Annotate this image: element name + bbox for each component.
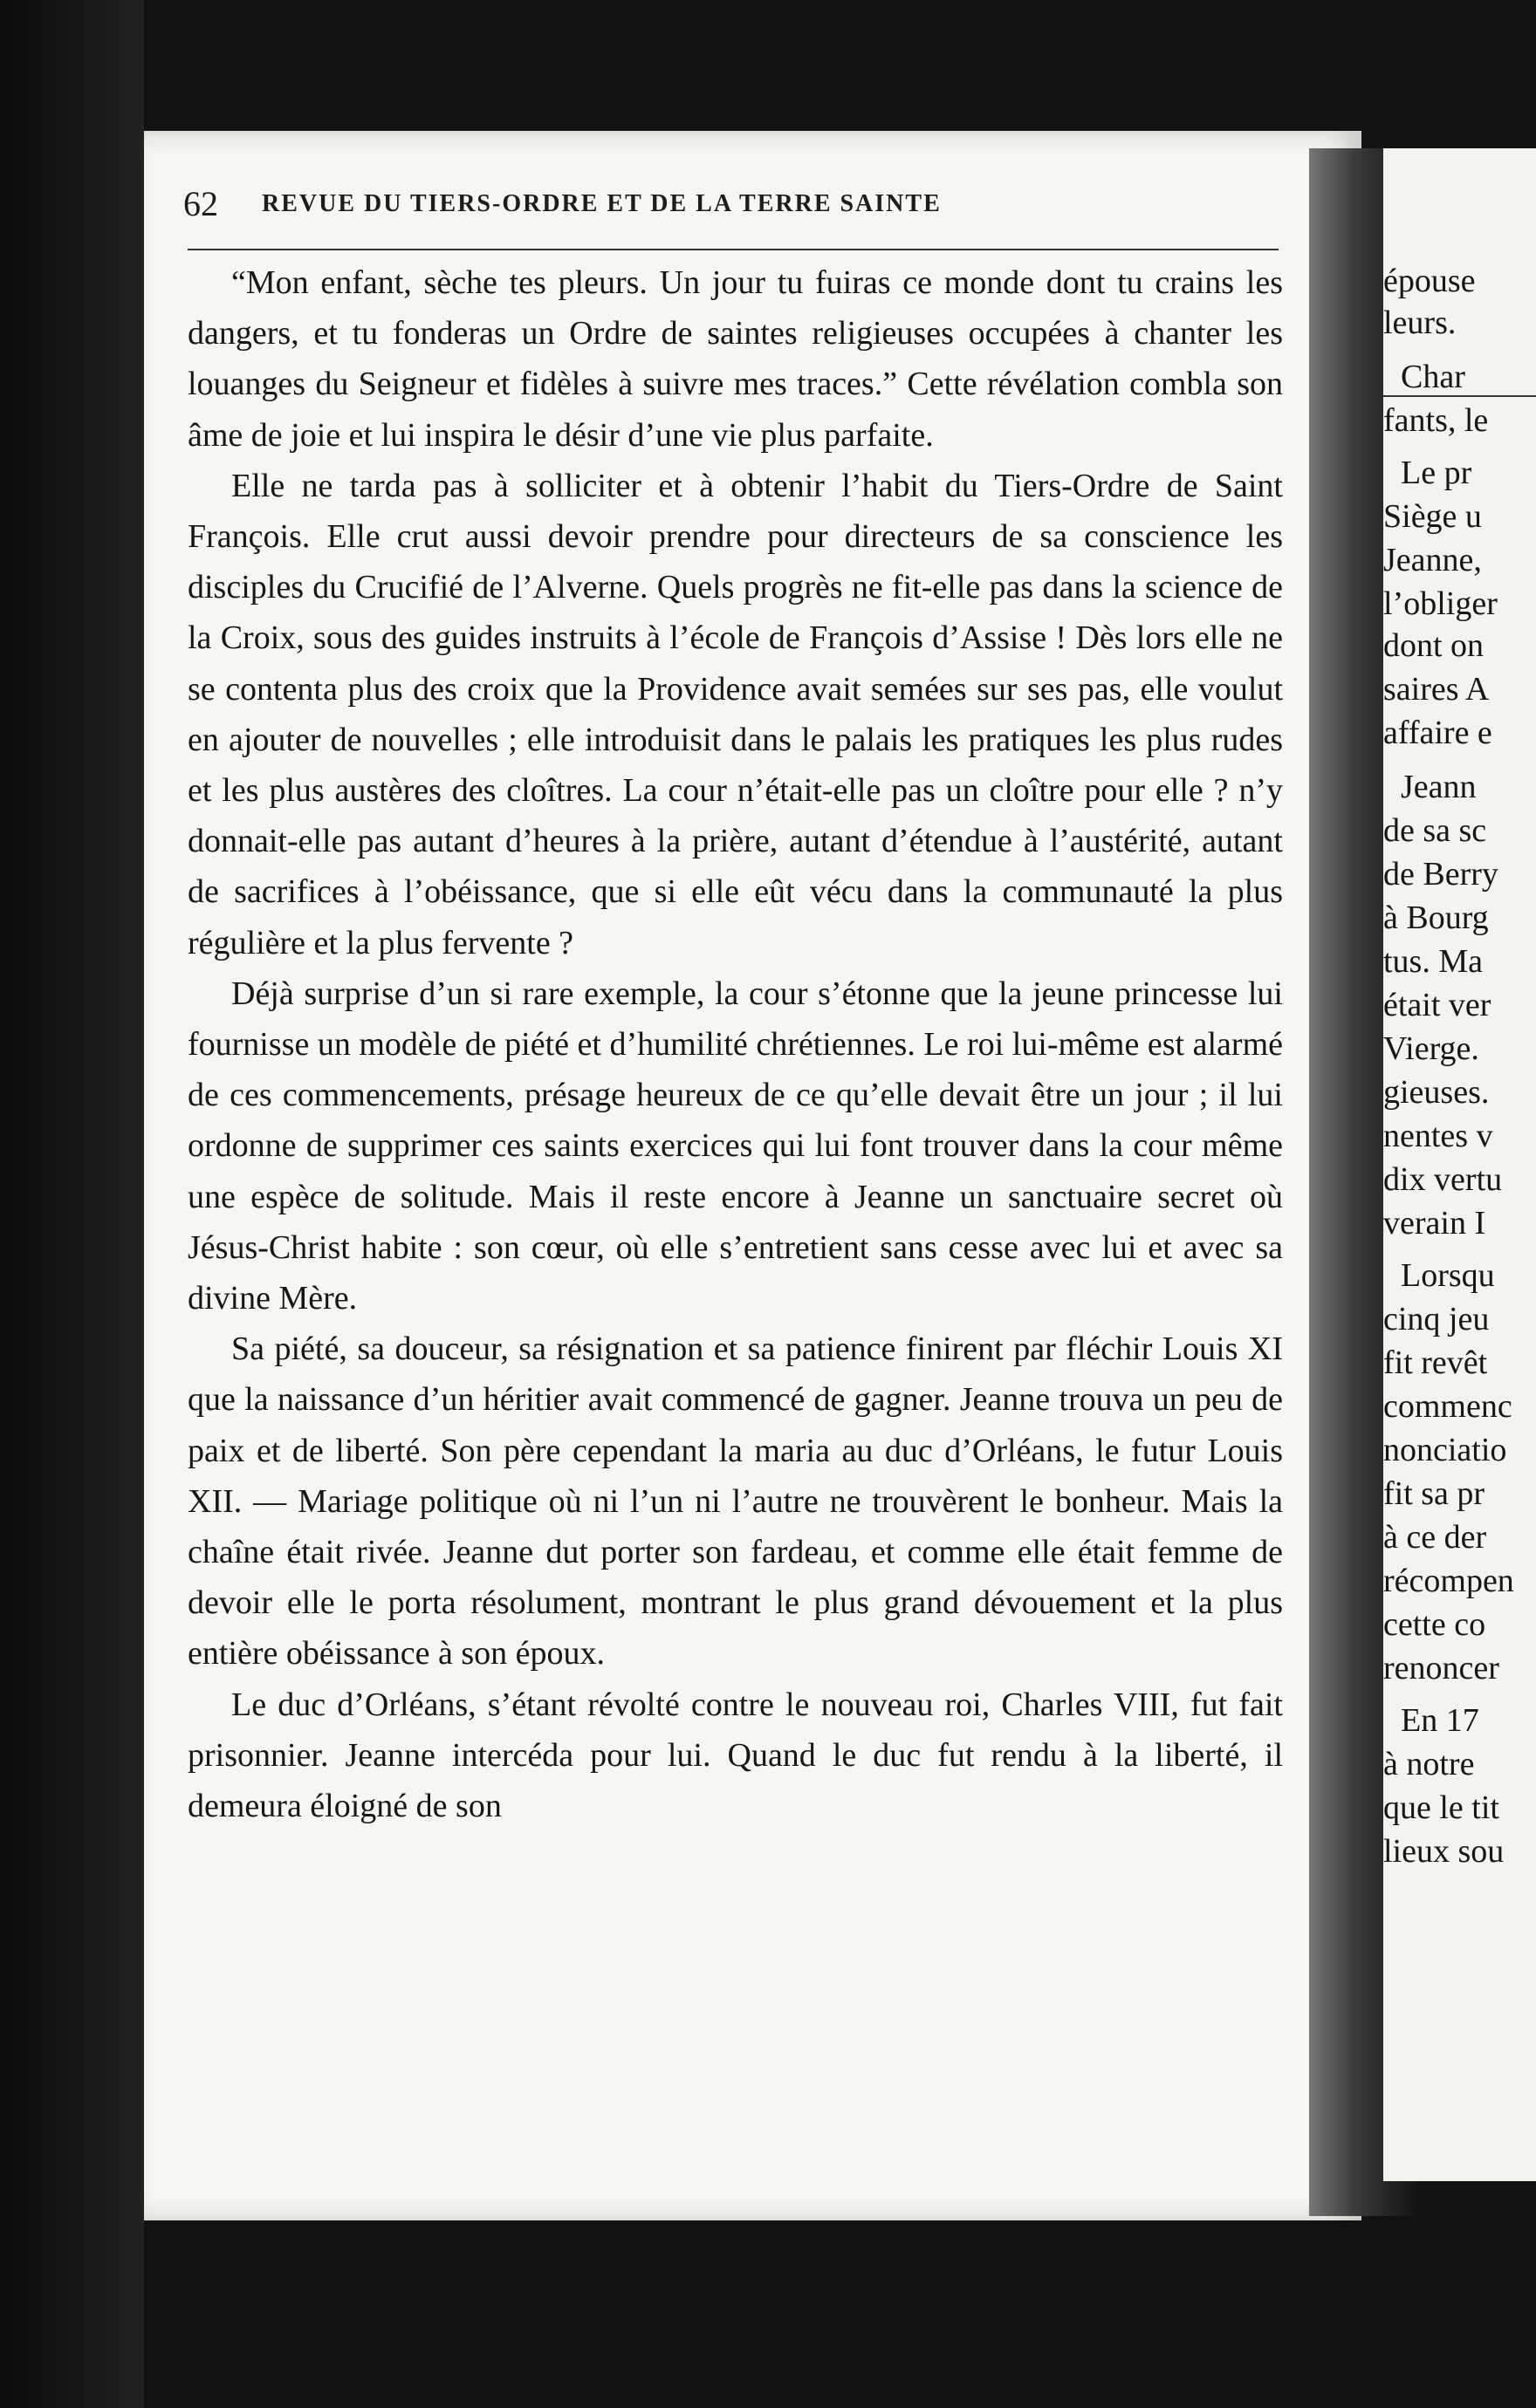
book-page-right (1383, 148, 1536, 2181)
paragraph: Déjà surprise d’un si rare exemple, la cour s’étonne que la jeune princesse lui fournisse un modèle de piété et d’humilité chrétiennes. Le roi lui-même est alarmé de ces commencements, présage heureux de ce qu’elle devait être un jour ; il lui ordonne de supprimer ces saints exercices qui lui font trouver dans la cour même une espèce de solitude. Mais il reste encore à Jeanne un sanctuaire secret où Jésus-Christ habite : son cœur, où elle s’entretient sans cesse avec lui et avec sa divine Mère. (188, 975, 1283, 1317)
facing-page-line: de sa sc (1383, 812, 1487, 849)
facing-page-line: leurs. (1383, 304, 1457, 341)
facing-page-line: verain I (1383, 1205, 1486, 1242)
facing-page-line: fants, le (1383, 402, 1489, 439)
facing-page-line: à notre (1383, 1746, 1475, 1782)
facing-page-line: que le tit (1383, 1789, 1499, 1826)
facing-page-line: nonciatio (1383, 1432, 1507, 1468)
facing-page-line: gieuses. (1383, 1074, 1490, 1111)
paragraph: Sa piété, sa douceur, sa résignation et sa patience finirent par fléchir Louis XI que la naissance d’un héritier avait commencé de gagner. Jeanne trouva un peu de paix et de liberté. Son père cependant la maria au duc d’Orléans, le futur Louis XII. — Mariage politique où ni l’un ni l’autre ne trouvèrent le bonheur. Mais la chaîne était rivée. Jeanne dut porter son fardeau, et comme elle était femme de devoir elle le porta résolument, montrant le plus grand dévouement et la plus entière obéissance à son époux. (188, 1331, 1283, 1673)
page-header (183, 183, 1187, 236)
paragraph: Le duc d’Orléans, s’étant révolté contre le nouveau roi, Charles VIII, fut fait prisonnier. Jeanne intercéda pour lui. Quand le duc fut rendu à la liberté, il demeura éloigné de son (188, 1686, 1283, 1825)
facing-page-line: Jeann (1401, 769, 1477, 805)
facing-page-line: Le pr (1401, 455, 1472, 491)
page-number: 62 (183, 184, 218, 223)
facing-page-line: saires A (1383, 671, 1490, 708)
facing-page-line: épouse (1383, 263, 1476, 299)
facing-page-line: nentes v (1383, 1118, 1493, 1154)
facing-page-line: à ce der (1383, 1519, 1487, 1556)
facing-page-line: Siège u (1383, 498, 1482, 535)
facing-page-line: fit sa pr (1383, 1475, 1485, 1512)
paragraph: “Mon enfant, sèche tes pleurs. Un jour tu fuiras ce monde dont tu crains les dangers, et tu fonderas un Ordre de saintes religieuses occupées à chanter les louanges du Seigneur et fidèles à suivre mes traces.” Cette révélation combla son âme de joie et lui inspira le désir d’une vie plus parfaite. (188, 264, 1283, 454)
facing-page-line: était ver (1383, 987, 1491, 1023)
facing-page-line: de Berry (1383, 856, 1498, 893)
facing-page-line: récompen (1383, 1563, 1514, 1599)
facing-page-line: Lorsqu (1401, 1257, 1495, 1294)
facing-page-line: cinq jeu (1383, 1301, 1490, 1337)
facing-page-line: l’obliger (1383, 585, 1498, 622)
facing-page-line: tus. Ma (1383, 943, 1483, 980)
facing-page-line: commenc (1383, 1388, 1512, 1425)
facing-page-line: renoncer (1383, 1650, 1499, 1686)
facing-page-line: lieux sou (1383, 1833, 1505, 1870)
facing-page-line: cette co (1383, 1606, 1486, 1643)
facing-page-line: dix vertu (1383, 1161, 1503, 1198)
facing-page-line: à Bourg (1383, 900, 1489, 936)
facing-page-line: Char (1401, 359, 1465, 395)
body-text (188, 257, 1283, 1831)
scan-background-left (0, 0, 144, 2408)
paragraph: Elle ne tarda pas à solliciter et à obtenir l’habit du Tiers-Ordre de Saint François. Elle crut aussi devoir prendre pour directeurs de sa conscience les disciples du Crucifié de l’Alverne. Quels progrès ne fit-elle pas dans la science de la Croix, sous des guides instruits à l’école de François d’Assise ! Dès lors elle ne se contenta plus des croix que la Providence avait semées sur ses pas, elle voulut en ajouter de nouvelles ; elle introduisit dans le palais les pratiques les plus rudes et les plus austères des cloîtres. La cour n’était-elle pas un cloître pour elle ? n’y donnait-elle pas autant d’heures à la prière, autant d’étendue à l’austérité, autant de sacrifices à l’obéissance, que si elle eût vécu dans la communauté la plus régulière et la plus fervente ? (188, 467, 1283, 961)
facing-page-line: fit revêt (1383, 1344, 1488, 1381)
facing-page-line: Vierge. (1383, 1030, 1479, 1067)
facing-page-line: dont on (1383, 627, 1485, 664)
facing-page-line: affaire e (1383, 715, 1492, 751)
facing-page-line: Jeanne, (1383, 542, 1482, 578)
facing-page-line: En 17 (1401, 1702, 1479, 1739)
header-rule (188, 249, 1279, 250)
running-title: REVUE DU TIERS-ORDRE ET DE LA TERRE SAINTE (262, 190, 942, 217)
